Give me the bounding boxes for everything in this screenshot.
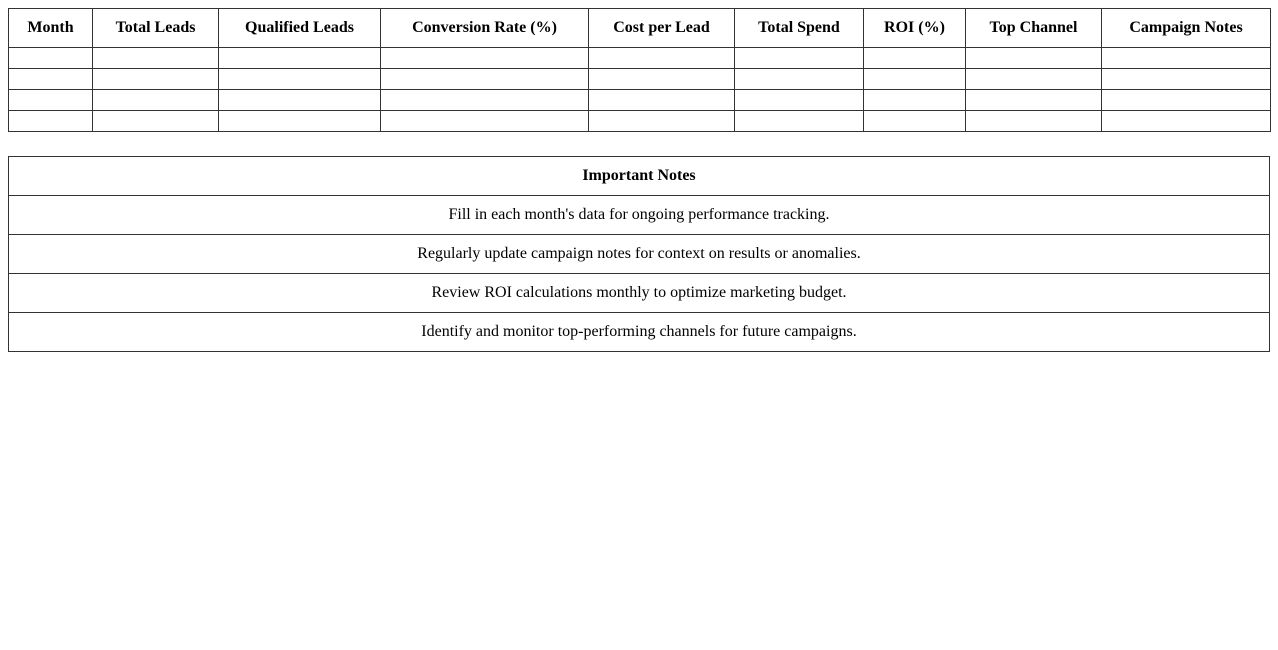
note-row [9,313,1270,352]
table-cell[interactable] [864,90,966,111]
table-cell[interactable] [381,90,589,111]
note-item: Regularly update campaign notes for context on results or anomalies. [9,235,1270,274]
table-cell[interactable] [735,69,864,90]
notes-header-row [9,157,1270,196]
table-cell[interactable] [735,90,864,111]
table-cell[interactable] [219,90,381,111]
column-header-conversion-rate: Conversion Rate (%) [381,9,589,48]
column-header-roi: ROI (%) [864,9,966,48]
table-cell[interactable] [966,69,1102,90]
table-row [9,69,1271,90]
table-cell[interactable] [1102,111,1271,132]
table-row [9,111,1271,132]
table-cell[interactable] [219,48,381,69]
important-notes-table [8,156,1270,352]
table-cell[interactable] [966,90,1102,111]
table-cell[interactable] [589,48,735,69]
notes-title: Important Notes [9,157,1270,196]
table-row [9,48,1271,69]
column-header-campaign-notes: Campaign Notes [1102,9,1271,48]
note-item: Fill in each month's data for ongoing performance tracking. [9,196,1270,235]
table-cell[interactable] [93,69,219,90]
table-cell[interactable] [9,90,93,111]
column-header-total-leads: Total Leads [93,9,219,48]
column-header-top-channel: Top Channel [966,9,1102,48]
table-cell[interactable] [1102,48,1271,69]
table-cell[interactable] [589,90,735,111]
table-cell[interactable] [589,69,735,90]
column-header-qualified-leads: Qualified Leads [219,9,381,48]
table-cell[interactable] [9,48,93,69]
column-header-cost-per-lead: Cost per Lead [589,9,735,48]
table-header-row [9,9,1271,48]
note-item: Review ROI calculations monthly to optimize marketing budget. [9,274,1270,313]
note-row [9,235,1270,274]
table-cell[interactable] [864,69,966,90]
lead-tracking-table [8,8,1271,132]
table-cell[interactable] [966,111,1102,132]
table-row [9,90,1271,111]
table-cell[interactable] [93,48,219,69]
table-cell[interactable] [93,90,219,111]
table-cell[interactable] [735,111,864,132]
table-cell[interactable] [381,48,589,69]
table-cell[interactable] [864,111,966,132]
table-cell[interactable] [1102,90,1271,111]
note-row [9,274,1270,313]
table-cell[interactable] [864,48,966,69]
table-cell[interactable] [381,111,589,132]
table-cell[interactable] [589,111,735,132]
table-cell[interactable] [1102,69,1271,90]
table-cell[interactable] [735,48,864,69]
table-cell[interactable] [9,111,93,132]
table-cell[interactable] [381,69,589,90]
table-cell[interactable] [9,69,93,90]
table-cell[interactable] [219,69,381,90]
table-cell[interactable] [93,111,219,132]
table-cell[interactable] [966,48,1102,69]
table-cell[interactable] [219,111,381,132]
note-item: Identify and monitor top-performing channels for future campaigns. [9,313,1270,352]
column-header-month: Month [9,9,93,48]
column-header-total-spend: Total Spend [735,9,864,48]
note-row [9,196,1270,235]
